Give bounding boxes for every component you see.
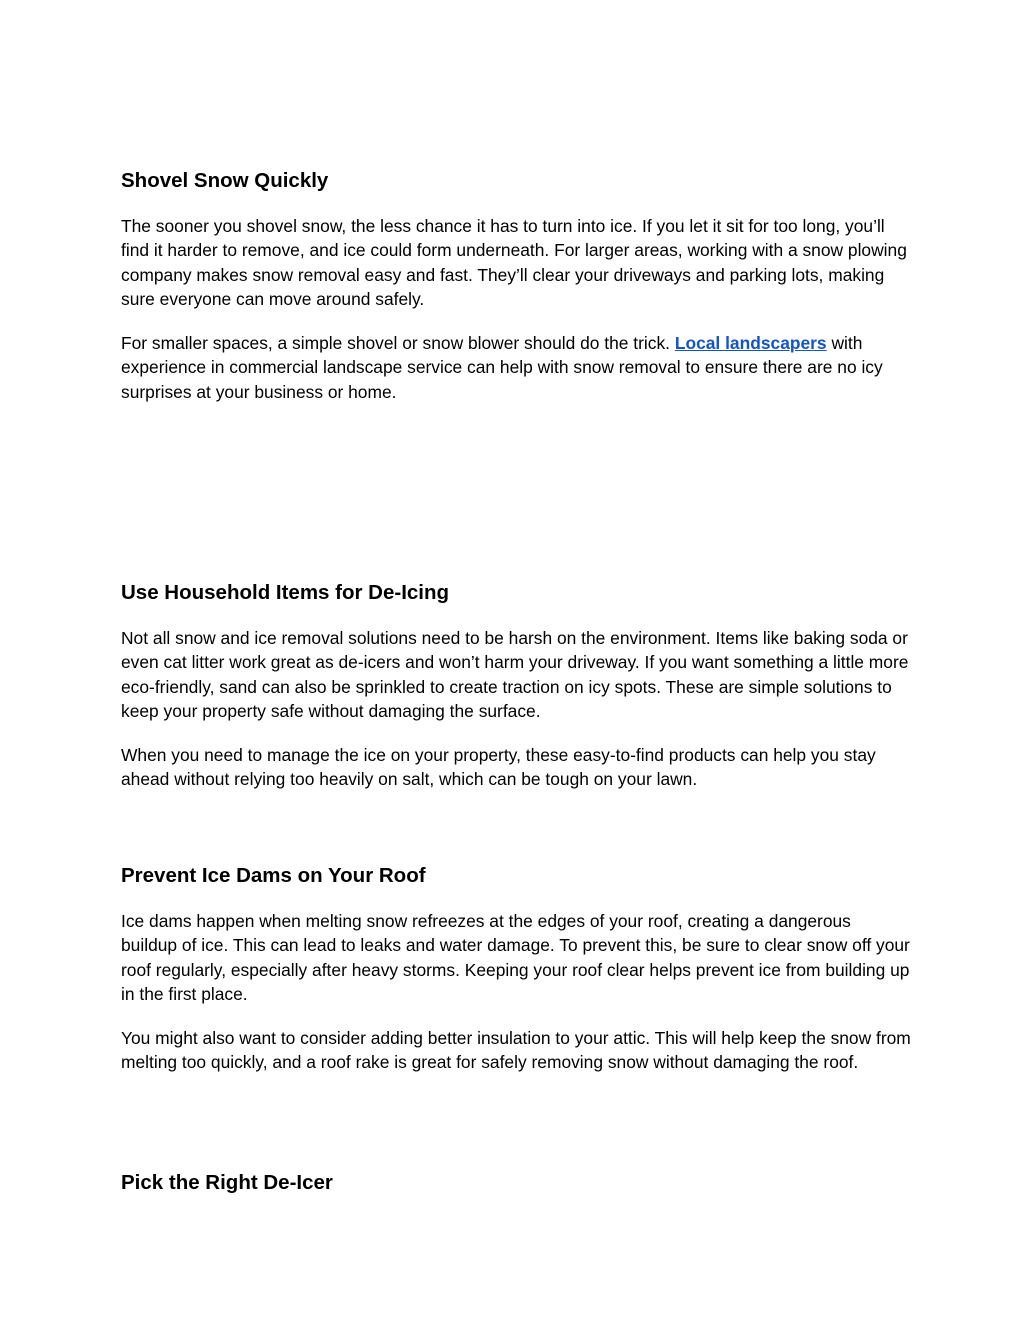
- section-heading: Pick the Right De-Icer: [121, 1171, 333, 1194]
- paragraph: The sooner you shovel snow, the less chance it has to turn into ice. If you let it sit for too long, you’ll find it harder to remove, and ice could form underneath. For larger areas, working with a snow plowing company makes snow removal easy and fast. They’ll clear your driveways and parking lots, making sure everyone can move around safely.: [121, 216, 907, 309]
- section-ice-dams: [121, 863, 911, 1075]
- section-heading: Shovel Snow Quickly: [121, 169, 329, 192]
- paragraph: Not all snow and ice removal solutions need to be harsh on the environment. Items like baking soda or even cat litter work great as de-icers and won’t harm your driveway. If you want something a little more eco-friendly, sand can also be sprinkled to create traction on icy spots. These are simple solutions to keep your property safe without damaging the surface.: [121, 628, 909, 721]
- paragraph-text: For smaller spaces, a simple shovel or snow blower should do the trick.: [121, 333, 675, 354]
- section-heading: Use Household Items for De-Icing: [121, 581, 450, 604]
- local-landscapers-link[interactable]: Local landscapers: [674, 333, 827, 354]
- section-shovel-snow: [121, 168, 911, 404]
- paragraph: [121, 331, 911, 404]
- paragraph: You might also want to consider adding better insulation to your attic. This will help keep the snow from melting too quickly, and a roof rake is great for safely removing snow without damaging the roof.: [121, 1028, 911, 1073]
- paragraph: Ice dams happen when melting snow refreezes at the edges of your roof, creating a dangerous buildup of ice. This can lead to leaks and water damage. To prevent this, be sure to clear snow off your roof regularly, especially after heavy storms. Keeping your roof clear helps prevent ice from building up in the first place.: [121, 911, 910, 1004]
- section-right-deicer: [121, 1170, 911, 1196]
- paragraph-text: with experience in commercial landscape service can help with snow removal to ensure there are no icy surprises at your business or home.: [121, 333, 883, 402]
- section-heading: Prevent Ice Dams on Your Roof: [121, 864, 426, 887]
- paragraph: When you need to manage the ice on your property, these easy-to-find products can help you stay ahead without relying too heavily on salt, which can be tough on your lawn.: [121, 745, 876, 790]
- section-household-deicing: [121, 580, 911, 792]
